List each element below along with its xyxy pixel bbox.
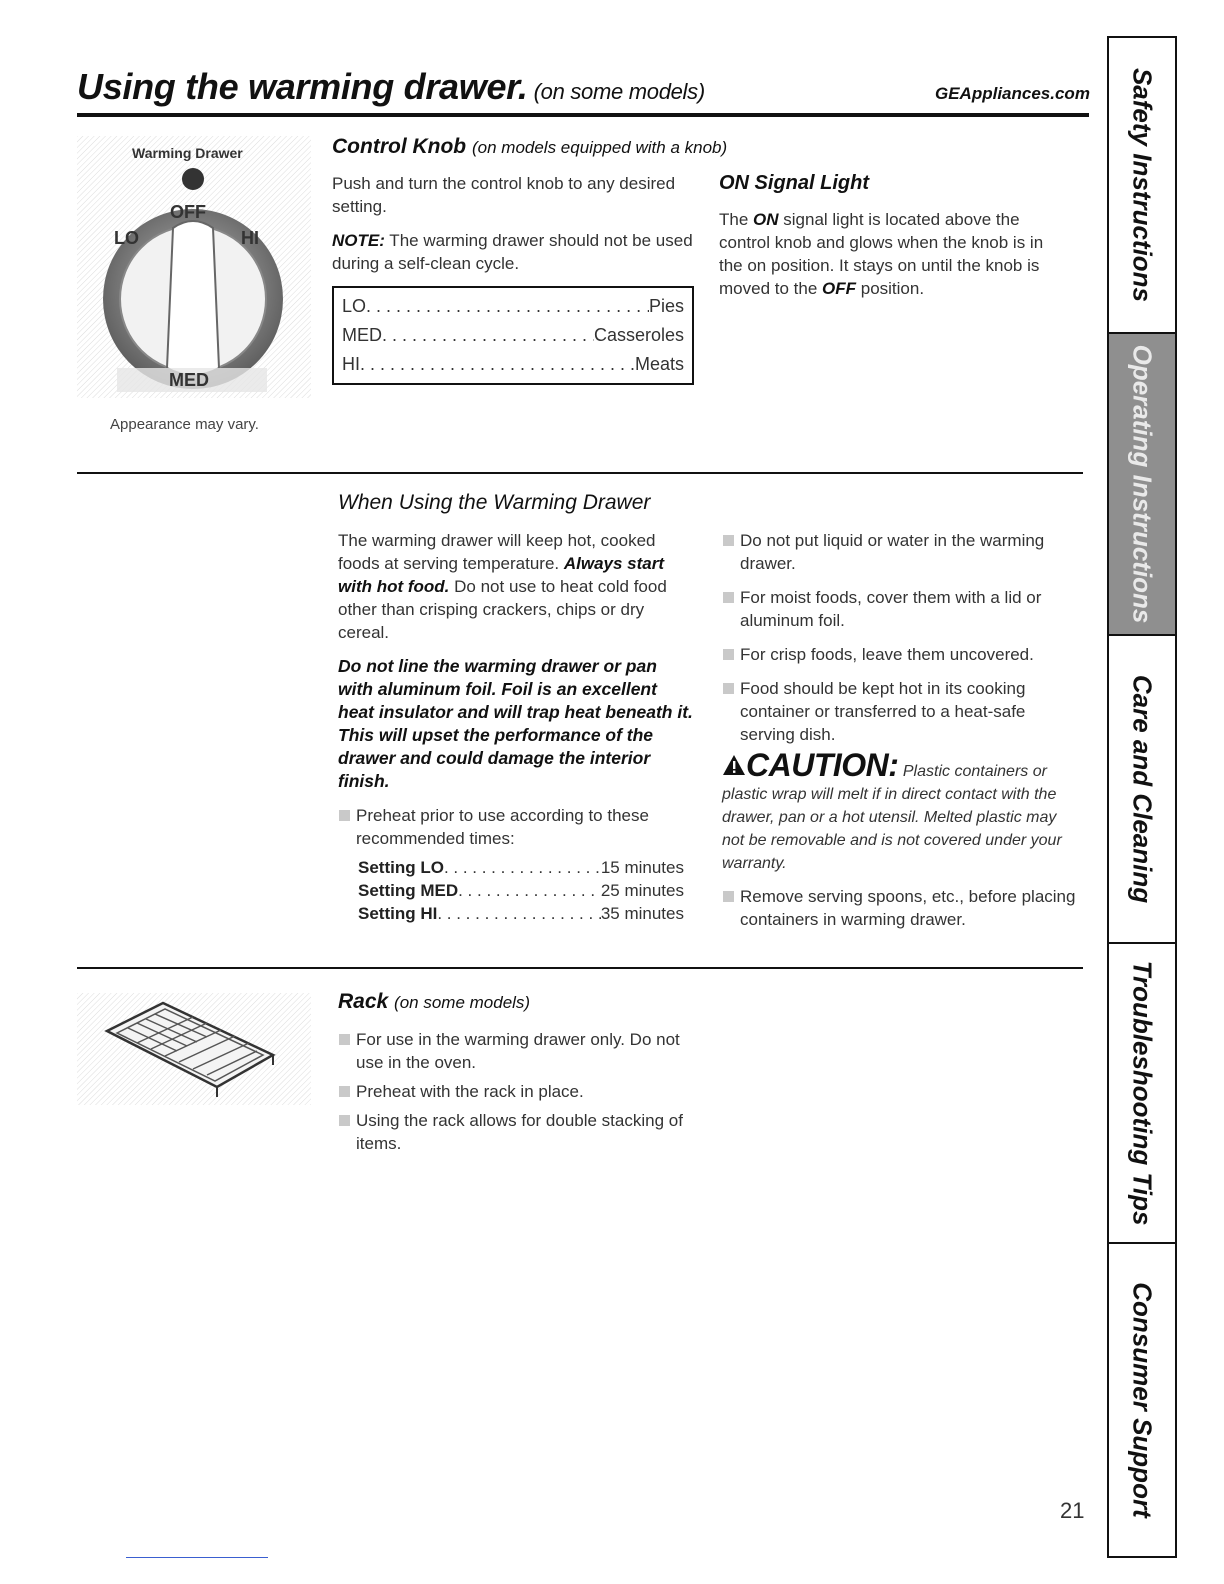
caution-text: Plastic containers or plastic wrap will melt if in direct contact with the drawer, pan or a hot utensil. Melted plastic may not be removable and is not covered under your warranty. <box>722 763 1062 872</box>
caution-block <box>722 747 1077 875</box>
bullet-remove-spoons: Remove serving spoons, etc., before placing containers in warming drawer. <box>722 885 1077 931</box>
setting-row-hi <box>342 350 684 379</box>
time-value: 15 minutes <box>600 858 684 877</box>
hot-food-emphasis: Always start with hot food. <box>338 554 665 596</box>
setting-row-lo <box>342 292 684 321</box>
bullet-moist-foods: For moist foods, cover them with a lid or aluminum foil. <box>722 586 1077 632</box>
knob-illustration <box>77 136 311 398</box>
setting-row-med <box>342 321 684 350</box>
note-label: NOTE: <box>332 231 385 250</box>
figure-caption: Appearance may vary. <box>110 416 259 433</box>
side-tabs <box>1107 36 1177 1558</box>
tab-label: Care and Cleaning <box>1127 674 1158 904</box>
setting-value: Pies <box>648 296 684 316</box>
knob-hi-label: HI <box>241 228 259 248</box>
tab-label: Consumer Support <box>1127 1282 1158 1518</box>
knob-title-label: Warming Drawer <box>132 145 243 161</box>
tab-label: Safety Instructions <box>1127 67 1158 303</box>
footer-line <box>126 1557 268 1558</box>
setting-value: Casseroles <box>593 325 684 345</box>
time-row-lo <box>358 856 684 879</box>
off-word: OFF <box>822 279 857 298</box>
control-knob-heading: Control Knob (on models equipped with a knob) <box>332 135 728 158</box>
tab-operating-instructions[interactable] <box>1109 334 1175 636</box>
bullet-crisp-foods: For crisp foods, leave them uncovered. <box>722 643 1077 666</box>
foil-warning: Do not line the warming drawer or pan with aluminum foil. Foil is an excellent heat insulator and will trap heat beneath it. This will upset the performance of the drawer and could damage the interior finish. <box>338 656 693 791</box>
knob-figure <box>77 136 311 398</box>
knob-off-label: OFF <box>170 202 206 222</box>
when-using-right-column <box>722 529 1077 931</box>
settings-box <box>332 286 694 385</box>
tab-label: Troubleshooting Tips <box>1127 960 1158 1226</box>
time-value: 35 minutes <box>600 904 684 923</box>
time-row-hi <box>358 902 684 925</box>
time-label: Setting MED <box>358 881 459 900</box>
preheat-times <box>338 856 684 925</box>
setting-label: LO <box>342 296 367 316</box>
tab-consumer-support[interactable] <box>1109 1244 1175 1556</box>
page-number: 21 <box>1060 1498 1085 1523</box>
control-knob-text <box>332 172 704 286</box>
control-knob-heading-paren: (on models equipped with a knob) <box>471 138 728 157</box>
time-row-med <box>358 879 684 902</box>
knob-med-label: MED <box>169 370 209 390</box>
control-knob-intro: Push and turn the control knob to any desired setting. <box>332 174 676 216</box>
signal-light-text: The ON signal light is located above the control knob and glows when the knob is in the on position. It stays on until the knob is moved to the OFF position. <box>719 210 1044 298</box>
when-using-left-column <box>338 529 693 925</box>
warning-triangle-icon <box>722 754 746 783</box>
tab-safety-instructions[interactable] <box>1109 38 1175 334</box>
page-title-sub: (on some models) <box>533 79 705 104</box>
tab-care-and-cleaning[interactable] <box>1109 636 1175 944</box>
on-word: ON <box>753 210 779 229</box>
preheat-bullet: Preheat prior to use according to these recommended times: <box>338 804 693 850</box>
section-divider <box>77 472 1083 474</box>
page-title: Using the warming drawer. (on some models) <box>77 66 705 107</box>
time-label: Setting LO <box>358 858 444 877</box>
rack-text <box>338 1028 693 1155</box>
bullet-no-liquid: Do not put liquid or water in the warming drawer. <box>722 529 1077 575</box>
time-label: Setting HI <box>358 904 438 923</box>
rack-bullet-preheat: Preheat with the rack in place. <box>338 1080 693 1103</box>
rack-heading: Rack (on some models) <box>338 990 531 1013</box>
rack-heading-paren: (on some models) <box>394 993 531 1012</box>
knob-lo-label: LO <box>114 228 139 248</box>
time-value: 25 minutes <box>600 881 684 900</box>
when-using-intro: The warming drawer will keep hot, cooked foods at serving temperature. Always start with hot food. Do not use to heat cold food other than crisping crackers, chips or dry cereal. <box>338 531 667 642</box>
signal-light-heading: ON Signal Light <box>719 172 869 194</box>
rack-bullet-double-stacking: Using the rack allows for double stacking of items. <box>338 1109 693 1155</box>
caution-word: CAUTION: <box>746 747 899 783</box>
site-link[interactable]: GEAppliances.com <box>935 84 1090 103</box>
control-knob-note <box>332 229 704 275</box>
tab-troubleshooting-tips[interactable] <box>1109 944 1175 1244</box>
knob-pointer[interactable] <box>167 221 219 375</box>
section-divider <box>77 967 1083 969</box>
bullet-cooking-container: Food should be kept hot in its cooking container or transferred to a heat-safe serving dish. <box>722 677 1077 746</box>
signal-light <box>182 168 204 190</box>
tab-label: Operating Instructions <box>1127 344 1158 624</box>
rack-bullet-warming-only: For use in the warming drawer only. Do not use in the oven. <box>338 1028 693 1074</box>
rack-figure <box>77 993 311 1105</box>
setting-label: HI <box>342 354 360 374</box>
setting-label: MED <box>342 325 382 345</box>
setting-value: Meats <box>634 354 684 374</box>
rack-illustration <box>77 993 311 1105</box>
when-using-heading: When Using the Warming Drawer <box>338 491 651 514</box>
note-text: The warming drawer should not be used during a self-clean cycle. <box>332 231 693 273</box>
header-rule <box>77 113 1089 117</box>
